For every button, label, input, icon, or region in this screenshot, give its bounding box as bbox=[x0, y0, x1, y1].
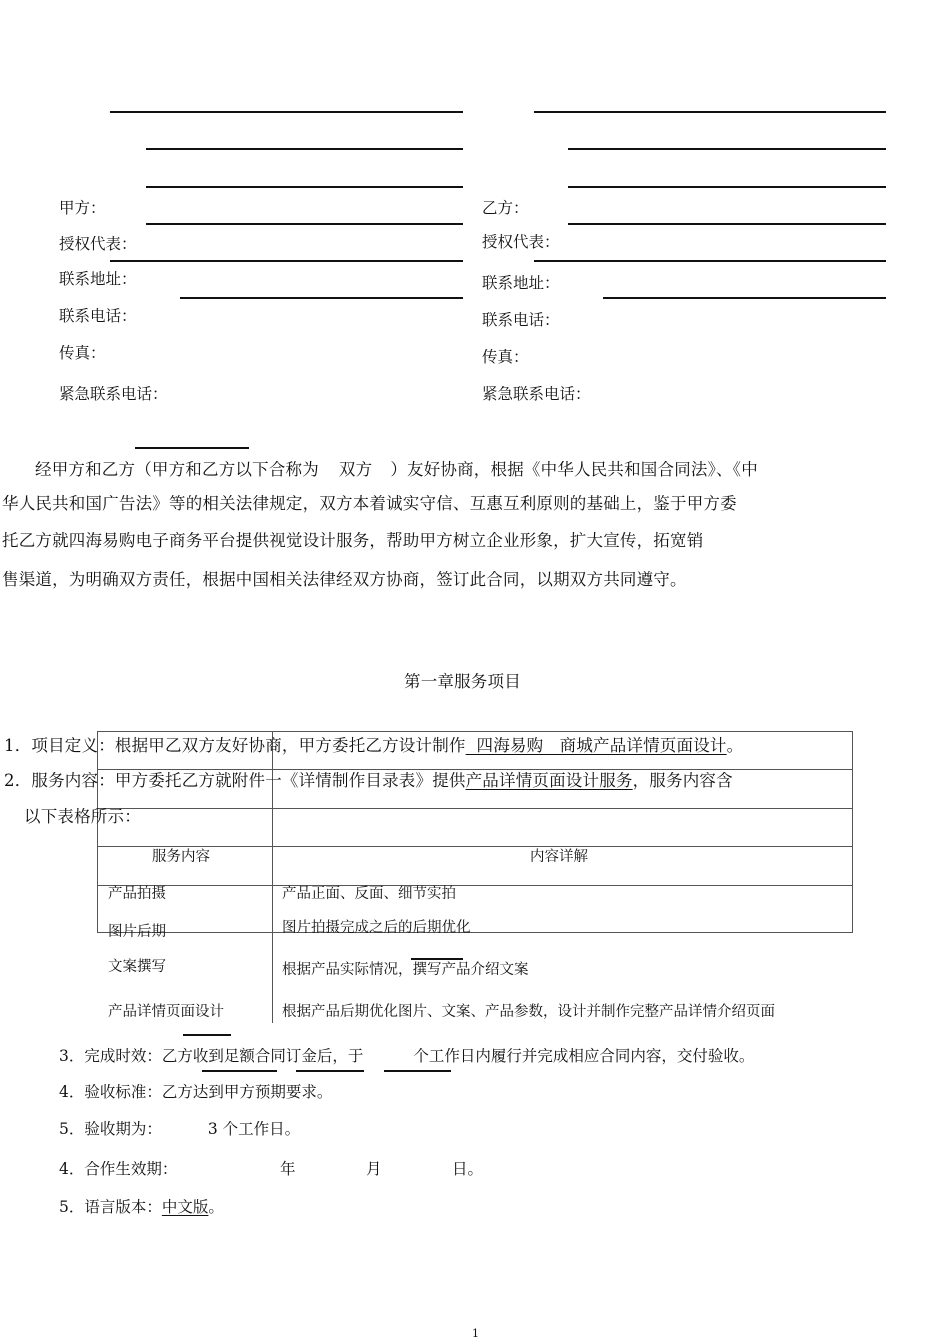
table-line-bottom bbox=[97, 932, 853, 933]
item-5-language bbox=[59, 1195, 224, 1217]
item-3-mark bbox=[183, 1034, 231, 1036]
item-5a-label: 验收期为： bbox=[84, 1120, 162, 1138]
party-b-label: 乙方： bbox=[482, 199, 529, 217]
intro-line-1 bbox=[35, 456, 758, 480]
party-a-phone-label: 联系电话： bbox=[59, 307, 137, 325]
intro-line-3: 托乙方就四海易购电子商务平台提供视觉设计服务，帮助甲方树立企业形象，扩大宣传，拓宽销 bbox=[2, 531, 704, 550]
item-2-num: 2． bbox=[4, 771, 32, 790]
item-5b-label: 语言版本： bbox=[84, 1198, 162, 1216]
table-row-3-detail: 根据产品实际情况，撰写产品介绍文案 bbox=[282, 962, 529, 978]
item-3-label: 完成时效： bbox=[84, 1047, 162, 1065]
item-1-text: 项目定义：根据甲乙双方友好协商，甲方委托乙方设计制作 bbox=[31, 736, 466, 755]
item-5b-num: 5． bbox=[59, 1198, 85, 1216]
party-b-line-3 bbox=[568, 186, 886, 188]
party-a-fax-label: 传真： bbox=[59, 344, 106, 362]
party-a-label: 甲方： bbox=[59, 199, 106, 217]
party-b-emergency-label: 紧急联系电话： bbox=[482, 385, 591, 403]
party-a-line-6 bbox=[180, 297, 463, 299]
intro-line-4: 售渠道，为明确双方责任，根据中国相关法律经双方协商，签订此合同，以期双方共同遵守。 bbox=[2, 570, 687, 589]
item-3-underline-2 bbox=[296, 1070, 364, 1072]
item-4-acceptance bbox=[59, 1080, 332, 1102]
item-2 bbox=[4, 767, 733, 791]
item-2-service: 产品详情页面设计服务 bbox=[465, 771, 633, 790]
item-4a-text: 验收标准：乙方达到甲方预期要求。 bbox=[84, 1083, 333, 1101]
item-1-project-name: 四海易购 商城产品详情页面设计 bbox=[465, 736, 727, 755]
item-4a-num: 4． bbox=[59, 1083, 85, 1101]
item-4-effective-date bbox=[59, 1157, 177, 1179]
item-5a-value: 3 个工作日。 bbox=[207, 1120, 301, 1138]
effective-day: 日。 bbox=[452, 1160, 484, 1178]
page-number: 1 bbox=[472, 1327, 479, 1340]
item-5b-end: 。 bbox=[208, 1198, 224, 1216]
table-line-5 bbox=[97, 885, 853, 886]
intro-line-1a: 经甲方和乙方（甲方和乙方以下合称为 bbox=[35, 460, 319, 479]
table-row-1-detail: 产品正面、反面、细节实拍 bbox=[282, 886, 456, 902]
party-b-line-4 bbox=[568, 223, 886, 225]
item-3-text-b: 个工作日内履行并完成相应合同内容，交付验收。 bbox=[413, 1047, 755, 1065]
party-b-line-2 bbox=[568, 148, 886, 150]
item-5-acceptance-period bbox=[59, 1117, 300, 1139]
item-1 bbox=[4, 732, 743, 756]
party-a-line-4 bbox=[146, 223, 463, 225]
item-2-text: 服务内容：甲方委托乙方就附件一《详情制作目录表》提供 bbox=[31, 771, 466, 790]
party-b-line-6 bbox=[603, 297, 886, 299]
party-a-rep-label: 授权代表： bbox=[59, 235, 137, 253]
party-b-fax-label: 传真： bbox=[482, 348, 529, 366]
table-header-service: 服务内容 bbox=[152, 849, 210, 865]
effective-month: 月 bbox=[366, 1160, 382, 1178]
effective-year: 年 bbox=[280, 1160, 296, 1178]
party-b-rep-label: 授权代表： bbox=[482, 233, 560, 251]
intro-underline bbox=[135, 447, 249, 449]
table-row-1-service: 产品拍摄 bbox=[108, 886, 166, 902]
item-3-num: 3． bbox=[59, 1047, 85, 1065]
intro-line-1c: ）友好协商，根据《中华人民共和国合同法》、《中 bbox=[390, 460, 758, 479]
table-line-4 bbox=[97, 846, 853, 847]
item-1-end: 。 bbox=[726, 736, 744, 755]
table-line-right bbox=[852, 731, 853, 932]
table-line-3 bbox=[97, 808, 853, 809]
table-row-3-mark bbox=[411, 958, 463, 960]
item-5a-num: 5． bbox=[59, 1120, 85, 1138]
party-a-line-5 bbox=[110, 260, 463, 262]
table-row-2-detail: 图片拍摄完成之后的后期优化 bbox=[282, 920, 471, 936]
item-3-underline-3 bbox=[384, 1070, 451, 1072]
party-b-phone-label: 联系电话： bbox=[482, 311, 560, 329]
intro-line-1b: 双方 bbox=[338, 460, 373, 479]
table-line-left bbox=[97, 731, 98, 932]
item-3-underline-1 bbox=[202, 1070, 277, 1072]
party-a-line-2 bbox=[146, 148, 463, 150]
item-4b-label: 合作生效期： bbox=[84, 1160, 178, 1178]
intro-line-2: 华人民共和国广告法》等的相关法律规定，双方本着诚实守信、互惠互利原则的基础上，鉴于甲方委 bbox=[2, 494, 737, 513]
item-1-num: 1． bbox=[4, 736, 32, 755]
party-b-line-5 bbox=[534, 260, 886, 262]
table-header-detail: 内容详解 bbox=[530, 849, 588, 865]
party-a-address-label: 联系地址： bbox=[59, 270, 137, 288]
party-a-line-3 bbox=[146, 186, 463, 188]
item-5b-value: 中文版 bbox=[161, 1198, 209, 1216]
table-row-2-service: 图片后期 bbox=[108, 924, 166, 940]
item-3 bbox=[59, 1044, 754, 1066]
item-2-line-2: 以下表格所示： bbox=[24, 807, 141, 826]
party-b-line-1 bbox=[534, 111, 886, 113]
party-a-emergency-label: 紧急联系电话： bbox=[59, 385, 168, 403]
table-row-3-service: 文案撰写 bbox=[108, 959, 166, 975]
table-row-4-detail: 根据产品后期优化图片、文案、产品参数，设计并制作完整产品详情介绍页面 bbox=[282, 1004, 775, 1020]
item-3-text-a: 乙方收到足额合同订金后，于 bbox=[161, 1047, 364, 1065]
party-b-address-label: 联系地址： bbox=[482, 274, 560, 292]
table-row-4-service: 产品详情页面设计 bbox=[108, 1004, 224, 1020]
item-4b-num: 4． bbox=[59, 1160, 85, 1178]
chapter-title: 第一章服务项目 bbox=[404, 672, 521, 691]
party-a-line-1 bbox=[110, 111, 463, 113]
item-2-end: ，服务内容含 bbox=[632, 771, 733, 790]
